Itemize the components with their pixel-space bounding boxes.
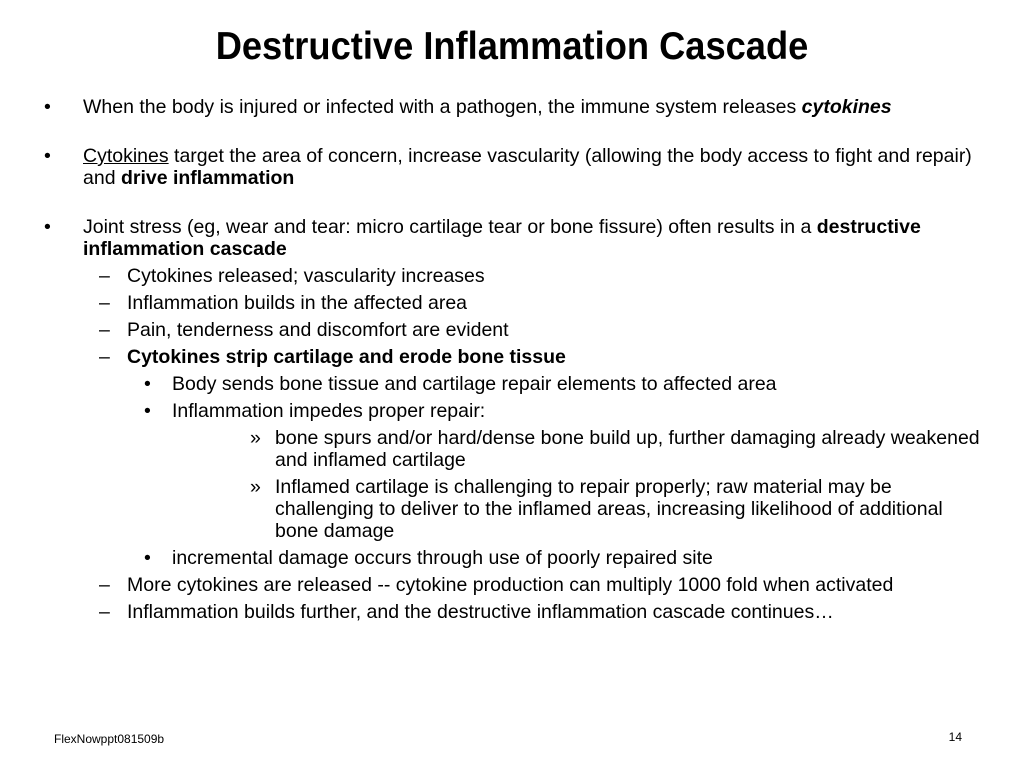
detail-item-1 xyxy=(44,427,984,471)
bullet-marker: • xyxy=(44,216,51,238)
sub-sub-bullet-c-text: incremental damage occurs through use of poorly repaired site xyxy=(172,547,713,569)
guillemet-marker: » xyxy=(250,476,261,498)
bullet-3-text: Joint stress (eg, wear and tear: micro cartilage tear or bone fissure) often results in a xyxy=(83,216,817,238)
sub-bullet-2-text: Inflammation builds in the affected area xyxy=(127,292,468,314)
sub-sub-bullet-b-text: Inflammation impedes proper repair: xyxy=(172,400,486,422)
sub-bullet-5 xyxy=(44,574,984,596)
footer-document-id: FlexNowppt081509b xyxy=(54,732,165,746)
sub-bullet-5-text: More cytokines are released -- cytokine production can multiply 1000 fold when activated xyxy=(127,574,894,596)
dash-marker: – xyxy=(99,292,110,314)
dash-marker: – xyxy=(99,265,110,287)
bullet-marker: • xyxy=(44,145,51,167)
detail-item-2-text: Inflamed cartilage is challenging to repair properly; raw material may be challenging to deliver to the inflamed areas, increasing likelihood of additional bone damage xyxy=(275,476,943,542)
slide-number: 14 xyxy=(948,730,962,744)
sub-bullet-3 xyxy=(44,319,984,341)
sub-bullet-1 xyxy=(44,265,984,287)
sub-sub-bullet-c xyxy=(44,547,984,569)
sub-bullet-4 xyxy=(44,346,984,368)
bullet-3-emphasis: destructive inflammation cascade xyxy=(83,216,921,260)
dash-marker: – xyxy=(99,346,110,368)
bullet-marker: • xyxy=(144,400,151,422)
dash-marker: – xyxy=(99,319,110,341)
sub-sub-bullet-a xyxy=(44,373,984,395)
bullet-1-text: When the body is injured or infected with a pathogen, the immune system releases xyxy=(83,96,802,118)
bullet-2-emphasis: drive inflammation xyxy=(120,167,295,189)
sub-sub-bullet-b xyxy=(44,400,984,422)
sub-bullet-1-text: Cytokines released; vascularity increases xyxy=(127,265,485,287)
bullet-marker: • xyxy=(44,96,51,118)
bullet-marker: • xyxy=(144,373,151,395)
bullet-3 xyxy=(44,216,984,260)
dash-marker: – xyxy=(99,574,110,596)
bullet-marker: • xyxy=(144,547,151,569)
slide-title: Destructive Inflammation Cascade xyxy=(215,25,809,68)
slide-body xyxy=(44,96,984,623)
bullet-1 xyxy=(44,96,984,118)
sub-bullet-4-text: Cytokines strip cartilage and erode bone tissue xyxy=(127,346,566,368)
detail-item-1-text: bone spurs and/or hard/dense bone build up, further damaging already weakened and inflamed cartilage xyxy=(275,427,980,471)
sub-bullet-6 xyxy=(44,601,984,623)
bullet-2-text: target the area of concern, increase vascularity (allowing the body access to fight and repair) and xyxy=(83,145,972,189)
bullet-1-emphasis: cytokines xyxy=(801,96,892,118)
bullet-2-term: Cytokines xyxy=(83,145,169,167)
sub-sub-bullet-a-text: Body sends bone tissue and cartilage repair elements to affected area xyxy=(172,373,777,395)
guillemet-marker: » xyxy=(250,427,261,449)
sub-bullet-2 xyxy=(44,292,984,314)
bullet-2 xyxy=(44,145,984,189)
detail-item-2 xyxy=(44,476,984,542)
dash-marker: – xyxy=(99,601,110,623)
sub-bullet-3-text: Pain, tenderness and discomfort are evident xyxy=(127,319,509,341)
sub-bullet-6-text: Inflammation builds further, and the destructive inflammation cascade continues… xyxy=(127,601,834,623)
